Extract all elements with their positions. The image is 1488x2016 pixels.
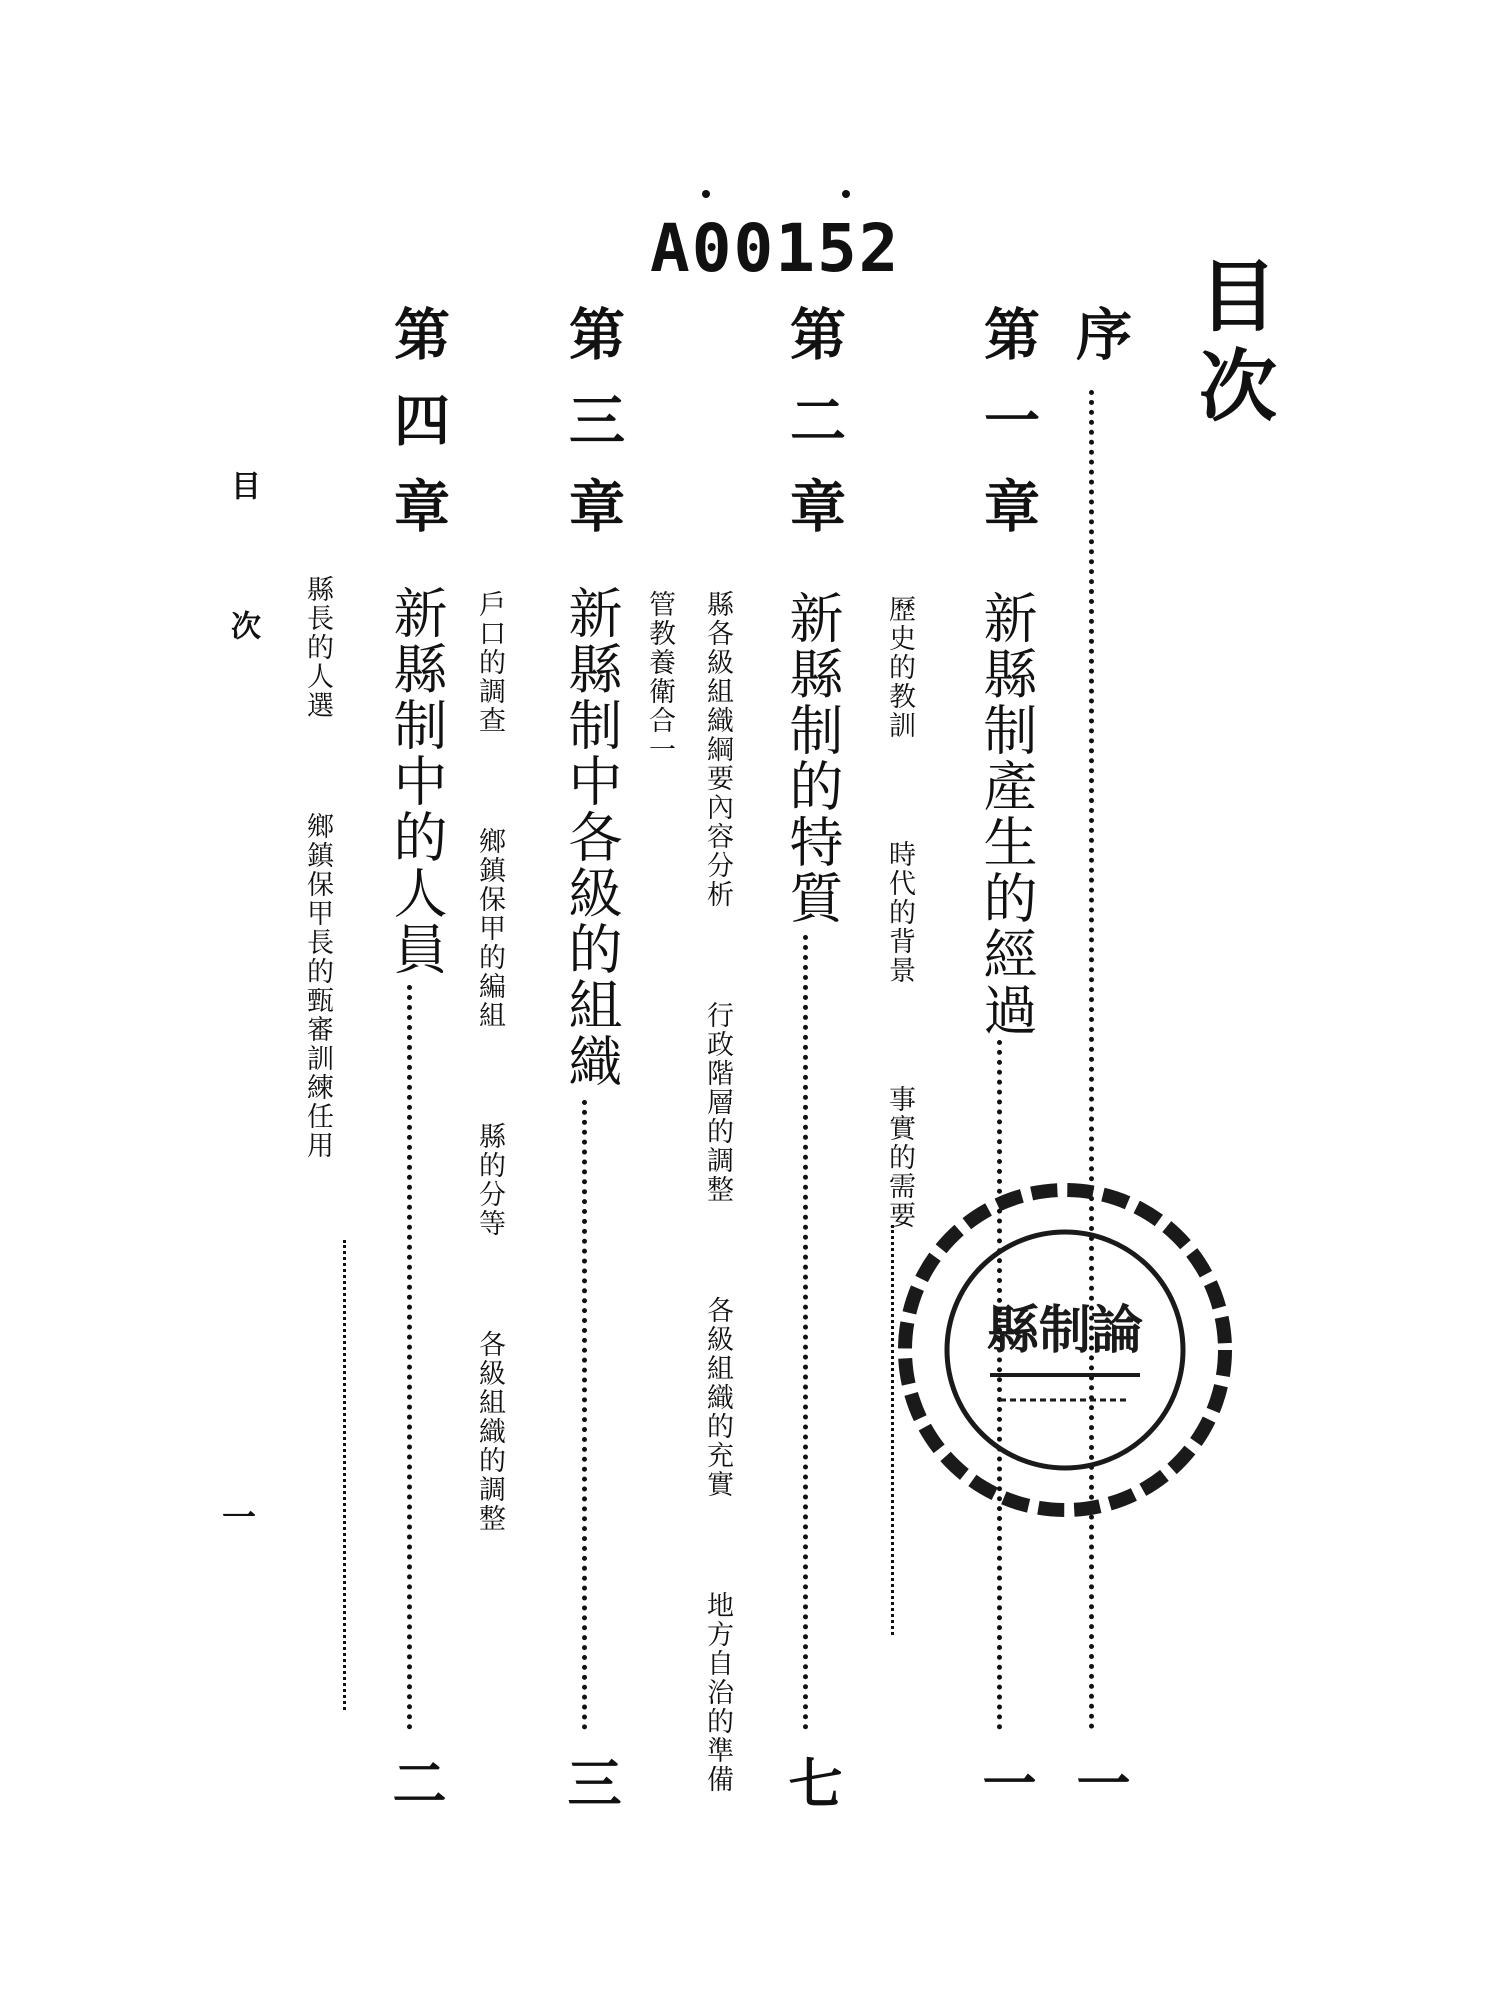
running-head-title: 目次 (225, 470, 260, 750)
library-stamp (895, 1180, 1235, 1520)
toc-chapter-1-subsections (880, 595, 919, 1230)
toc-chapter-2-subsections-col1 (698, 590, 737, 1794)
toc-chapter-1-label: 第一章 (975, 305, 1041, 563)
toc-chapter-1-subsection: 時代的背景 (884, 840, 915, 985)
top-mark-right (842, 190, 850, 198)
toc-chapter-1-subsection: 事實的需要 (884, 1085, 915, 1230)
toc-chapter-2-page: 七 (780, 1755, 844, 1809)
toc-chapter-4-page: 二 (384, 1755, 448, 1809)
toc-chapter-2-label: 第二章 (781, 305, 847, 563)
toc-chapter-3-subsection: 縣的分等 (474, 1122, 505, 1238)
toc-chapter-2-leader (803, 935, 808, 1730)
toc-chapter-3-leader (582, 1100, 587, 1730)
toc-chapter-4-subsections (298, 575, 337, 1160)
toc-chapter-2-subsection: 地方自治的準備 (702, 1591, 733, 1794)
toc-chapter-2-title: 新縣制的特質 (781, 590, 844, 926)
toc-chapter-2-subsections-col2 (640, 590, 679, 764)
toc-chapter-1-title: 新縣制產生的經過 (975, 590, 1038, 1038)
toc-chapter-3-subsection: 各級組織的調整 (474, 1330, 505, 1533)
toc-chapter-4-leader (407, 985, 412, 1730)
toc-chapter-4-subsection: 縣長的人選 (302, 575, 333, 720)
toc-chapter-1-page: 一 (974, 1755, 1038, 1809)
toc-chapter-2-subsection: 縣各級組織綱要內容分析 (702, 590, 733, 909)
toc-chapter-1-sub-leader (891, 1225, 894, 1635)
toc-preface-page: 一 (1068, 1755, 1132, 1809)
toc-chapter-3-title: 新縣制中各級的組織 (560, 585, 623, 1089)
toc-chapter-2-subsection: 各級組織的充實 (702, 1296, 733, 1499)
toc-chapter-4-sub-leader (343, 1240, 346, 1710)
archive-serial-number: A00152 (650, 210, 901, 287)
running-head-page-number: 一 (222, 1498, 256, 1538)
toc-chapter-4-label: 第四章 (385, 305, 451, 563)
toc-chapter-3-subsection: 戶口的調查 (474, 590, 505, 735)
toc-chapter-3-label: 第三章 (560, 305, 626, 563)
toc-chapter-1-subsection: 歷史的教訓 (884, 595, 915, 740)
toc-preface-leader (1089, 390, 1094, 1730)
toc-chapter-3-page: 三 (559, 1755, 623, 1809)
toc-chapter-3-subsection: 鄉鎮保甲的編組 (474, 827, 505, 1030)
toc-chapter-4-subsection: 鄉鎮保甲長的甄審訓練任用 (302, 812, 333, 1160)
top-mark-left (702, 190, 710, 198)
toc-heading: 目次 (1186, 255, 1277, 435)
toc-chapter-2-subsection: 行政階層的調整 (702, 1001, 733, 1204)
svg-text:縣制論: 縣制論 (986, 1300, 1144, 1361)
toc-chapter-4-title: 新縣制中的人員 (385, 585, 448, 977)
toc-preface-label: 序 (1067, 305, 1133, 391)
toc-chapter-2-subsection: 管教養衛合一 (644, 590, 675, 764)
toc-chapter-3-subsections (470, 590, 509, 1533)
